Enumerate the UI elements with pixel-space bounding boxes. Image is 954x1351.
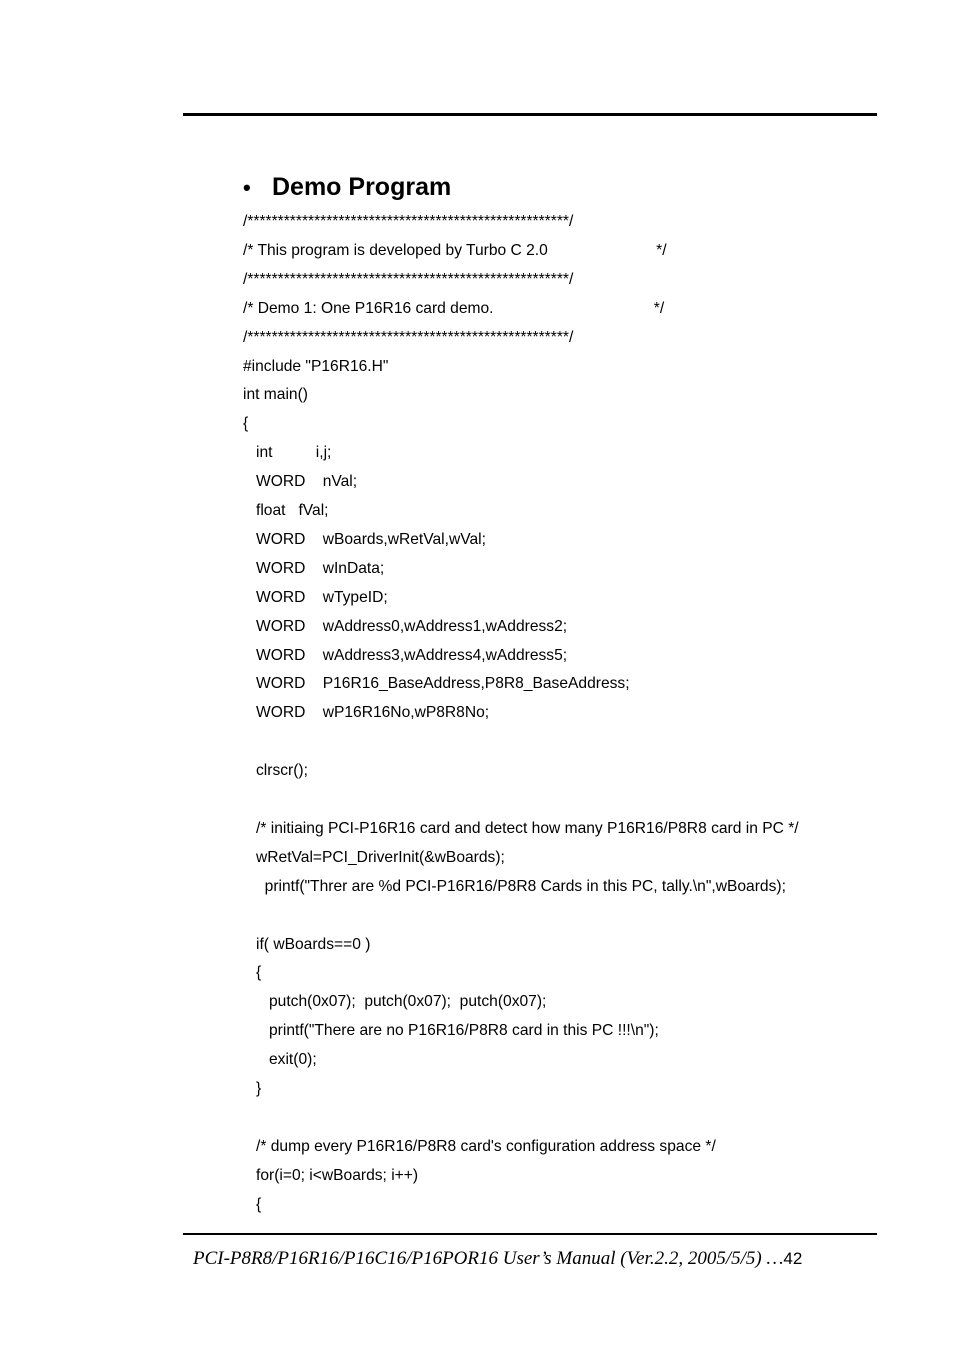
code-line: /* dump every P16R16/P8R8 card's configuration address space */	[243, 1137, 716, 1155]
code-line: wRetVal=PCI_DriverInit(&wBoards);	[243, 848, 505, 866]
code-line: /*****************************************************/	[243, 270, 574, 288]
code-line: WORD wBoards,wRetVal,wVal;	[243, 530, 486, 548]
code-line: for(i=0; i<wBoards; i++)	[243, 1166, 419, 1184]
code-line: /* This program is developed by Turbo C 2.0 */	[243, 241, 667, 259]
code-line: WORD nVal;	[243, 473, 358, 491]
code-line: int i,j;	[243, 444, 332, 462]
code-line: {	[243, 415, 249, 433]
code-line: #include "P16R16.H"	[243, 357, 389, 375]
code-line: putch(0x07); putch(0x07); putch(0x07);	[243, 993, 547, 1011]
code-line: /* initiaing PCI-P16R16 card and detect how many P16R16/P8R8 card in PC */	[243, 819, 799, 837]
code-line: exit(0);	[243, 1051, 317, 1069]
header-rule	[183, 113, 877, 116]
code-line: WORD P16R16_BaseAddress,P8R8_BaseAddress;	[243, 675, 630, 693]
code-line: printf("There are no P16R16/P8R8 card in this PC !!!\n");	[243, 1022, 659, 1040]
page-footer	[193, 1248, 802, 1270]
code-line: int main()	[243, 386, 308, 404]
bullet-icon: •	[243, 175, 251, 200]
code-line: printf("Threr are %d PCI-P16R16/P8R8 Cards in this PC, tally.\n",wBoards);	[243, 877, 786, 895]
code-line: WORD wTypeID;	[243, 588, 388, 606]
code-line: if( wBoards==0 )	[243, 935, 371, 953]
code-line: /*****************************************************/	[243, 213, 574, 230]
code-line: /* Demo 1: One P16R16 card demo. */	[243, 299, 665, 317]
code-line: WORD wP16R16No,wP8R8No;	[243, 704, 490, 722]
section-title: Demo Program	[272, 173, 452, 201]
code-line: WORD wAddress3,wAddress4,wAddress5;	[243, 646, 568, 664]
code-line: }	[243, 1080, 262, 1097]
section-heading	[243, 173, 451, 202]
code-line: {	[243, 1195, 262, 1213]
footer-rule	[183, 1233, 877, 1235]
code-line: WORD wInData;	[243, 559, 385, 577]
code-line: /*****************************************************/	[243, 328, 574, 346]
page-number: 42	[783, 1249, 803, 1268]
code-line: {	[243, 964, 262, 982]
code-line: float fVal;	[243, 502, 329, 519]
code-line: clrscr();	[243, 762, 308, 780]
code-line: WORD wAddress0,wAddress1,wAddress2;	[243, 617, 568, 635]
manual-title: PCI-P8R8/P16R16/P16C16/P16POR16 User’s Manual (Ver.2.2, 2005/5/5) …	[193, 1248, 784, 1269]
